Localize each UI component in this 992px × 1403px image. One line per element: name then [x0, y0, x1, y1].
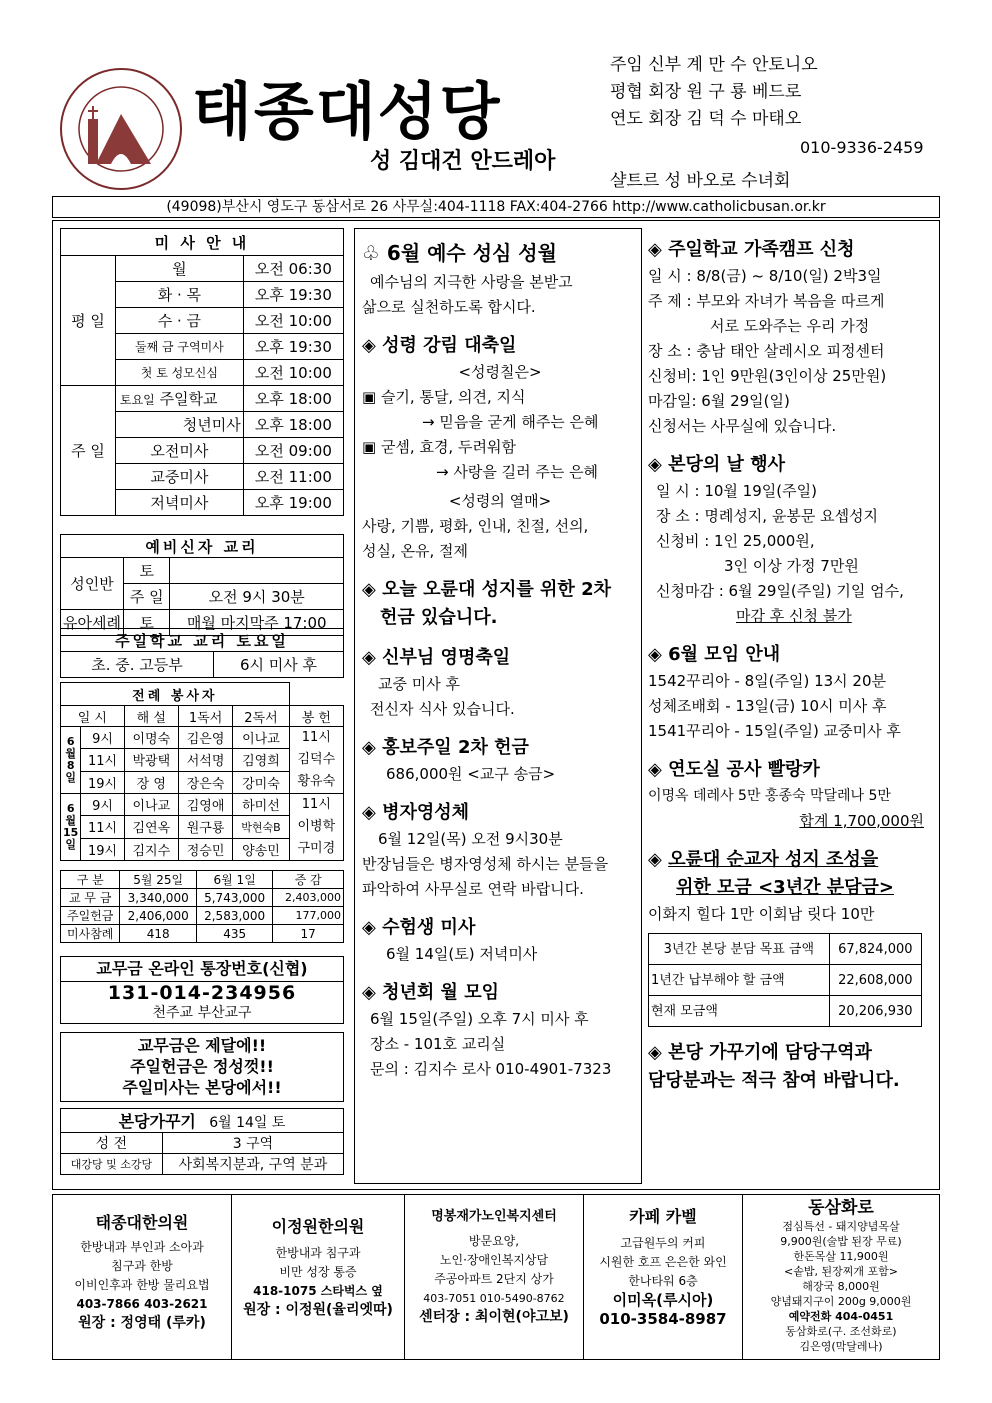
fin-cell: 주일헌금 [61, 907, 120, 925]
liturgy-cell: 이나교 [124, 794, 178, 816]
catechumen-table [60, 534, 344, 636]
mass-row: 교중미사 [116, 464, 244, 490]
heart-heading [362, 236, 638, 270]
pentecost-title: 성령 강림 대축일 [382, 335, 517, 356]
fund-title: 연도실 공사 빨랑카 [668, 759, 820, 780]
fin-header: 증 감 [273, 871, 344, 889]
mass-time: 오전 11:00 [243, 464, 343, 490]
heart-text: 삶으로 실천하도록 합시다. [362, 298, 536, 316]
ad-owner: 센터장 : 최이현(야고보) [419, 1309, 569, 1325]
camp-line: 신청서는 사무실에 있습니다. [648, 417, 837, 435]
camp-title: 주일학교 가족캠프 신청 [668, 239, 855, 260]
ad-line: 예약전화 404-0451 [788, 1310, 894, 1323]
sick-title: 병자영성체 [382, 802, 470, 823]
liturgy-cell: 19시 [81, 771, 124, 793]
gift-line: → 사랑을 길러 주는 은혜 [436, 463, 599, 481]
liturgy-title: 전례 봉사자 [61, 683, 290, 706]
shrine-cell: 현재 모금액 [649, 996, 830, 1027]
ad-line: 한돈목살 11,900원 [793, 1250, 889, 1263]
liturgy-cell: 9시 [81, 727, 124, 749]
fin-cell: 교 무 금 [61, 889, 120, 907]
meet-heading [648, 641, 932, 669]
account-number: 131-014-234956 [107, 982, 297, 1004]
camp-line: 신청비: 1인 9만원(3인이상 25만원) [648, 367, 887, 385]
saturday-label: 토요일 [120, 393, 155, 407]
shrine-title-2: 위한 모금 <3년간 분담금> [676, 877, 894, 898]
funeral-president: 연도 회장 김 덕 수 마태오 [610, 109, 802, 129]
youth-heading [362, 979, 638, 1007]
shrine-cell: 20,206,930 [829, 996, 921, 1027]
diamond-icon: ◈ [648, 644, 662, 665]
offer-name: 황유숙 [297, 774, 336, 789]
liturgy-header: 1독서 [178, 706, 232, 727]
decor-cell: 사회복지분과, 구역 분과 [162, 1154, 343, 1175]
mass-time: 오후 19:00 [243, 490, 343, 516]
liturgy-date: 6월8일 [61, 727, 81, 794]
mass-time: 오전 10:00 [243, 360, 343, 386]
ads-frame [52, 1194, 940, 1360]
ad-line: 한방내과 침구과 [275, 1246, 361, 1260]
ss-time: 6시 미사 후 [213, 652, 343, 678]
infant-time: 매월 마지막주 17:00 [170, 610, 344, 636]
liturgy-cell: 이명숙 [124, 727, 178, 749]
ad-hospital-1 [53, 1195, 232, 1359]
liturgy-cell: 김지수 [124, 838, 178, 860]
day-line: 마감 후 신청 불가 [736, 607, 852, 625]
ad-line: 9,900원(술밥 된장 무료) [780, 1235, 902, 1248]
decor-header [61, 1109, 344, 1133]
ad-line: 침구과 한방 [111, 1259, 173, 1273]
mass-time: 오전 06:30 [243, 256, 343, 282]
sick-text: 파악하여 사무실로 연락 바랍니다. [362, 880, 584, 898]
liturgy-cell: 정승민 [178, 838, 232, 860]
fin-cell: 418 [120, 925, 196, 943]
ad-line: <솥밥, 된장찌개 포함> [784, 1265, 898, 1278]
liturgy-cell: 서석명 [178, 749, 232, 771]
ad-name: 태종대한의원 [95, 1213, 189, 1232]
ad-line: 동삼화로(구. 조선화로) [785, 1325, 897, 1338]
gift-line: ▣ 굳셈, 효경, 두려워함 [362, 438, 516, 456]
liturgy-cell: 원구룡 [178, 816, 232, 838]
mass-row: 월 [116, 256, 244, 282]
liturgy-cell: 이나교 [233, 727, 289, 749]
mass-row: 청년미사 [116, 412, 244, 438]
sat-row [116, 386, 244, 412]
cat-sat-time [170, 558, 344, 584]
mass-row: 둘째 금 구역미사 [116, 334, 244, 360]
liturgy-date: 6월15일 [61, 794, 81, 861]
youth-text: 장소 - 101호 교리실 [370, 1035, 506, 1053]
catechumen-title: 예비신자 교리 [61, 535, 344, 558]
fruit-line: 성실, 온유, 절제 [362, 542, 469, 560]
heart-title: 6월 예수 성심 성월 [386, 241, 557, 265]
mass-row: 화 · 목 [116, 282, 244, 308]
notice-box [60, 1032, 344, 1102]
promo-heading [362, 734, 638, 762]
youth-text: 6월 15일(주일) 오후 7시 미사 후 [370, 1010, 589, 1028]
sick-heading [362, 799, 638, 827]
mass-time: 오후 19:30 [243, 282, 343, 308]
shrine-table [648, 933, 922, 1027]
day-title: 본당의 날 행사 [668, 454, 785, 475]
exam-title: 수험생 미사 [382, 917, 476, 938]
cat-sat: 토 [123, 558, 169, 584]
fin-header: 구 분 [61, 871, 120, 889]
notice-line: 주일미사는 본당에서!! [122, 1078, 282, 1097]
fin-cell: 3,340,000 [120, 889, 196, 907]
sisters: 샬트르 성 바오로 수녀회 [610, 171, 791, 191]
ad-owner: 원장 : 이정원(율리엣따) [243, 1302, 393, 1318]
ad-cafe [584, 1195, 743, 1359]
youth-text: 문의 : 김지수 로사 010-4901-7323 [370, 1060, 612, 1078]
sick-text: 반장님들은 병자영성체 하시는 분들을 [362, 855, 609, 873]
day-line: 일 시 : 10월 19일(주일) [656, 482, 817, 500]
mass-time: 오전 10:00 [243, 308, 343, 334]
finance-table [60, 870, 344, 943]
mass-row: 저녁미사 [116, 490, 244, 516]
day-line: 신청비 : 1인 25,000원, [656, 532, 815, 550]
feast-text: 교중 미사 후 [378, 675, 460, 693]
ad-name: 이정원한의원 [271, 1217, 365, 1236]
liturgy-cell: 김연옥 [124, 816, 178, 838]
diamond-icon: ◈ [362, 579, 376, 600]
fin-cell: 2,406,000 [120, 907, 196, 925]
ad-restaurant [743, 1195, 939, 1359]
notice-line: 교무금은 제달에!! [137, 1036, 267, 1055]
fruits-title: <성령의 열매> [448, 492, 552, 510]
decor-note [648, 1039, 932, 1095]
ad-phone: 010-3584-8987 [599, 1310, 727, 1328]
ad-line: 418-1075 스타벅스 옆 [253, 1284, 383, 1298]
diamond-icon: ◈ [362, 982, 376, 1003]
shrine-cell: 67,824,000 [829, 934, 921, 965]
ad-name: 카페 카벨 [629, 1207, 697, 1226]
decor-note-line: 본당 가꾸기에 담당구역과 [668, 1042, 872, 1063]
liturgy-cell: 장은숙 [178, 771, 232, 793]
camp-heading [648, 236, 932, 264]
fund-line: 이명옥 데레사 5만 홍종숙 막달레나 5만 [648, 788, 891, 804]
ad-owner: 원장 : 정영태 (루카) [78, 1315, 206, 1331]
shrine-cell: 1년간 납부해야 할 금액 [649, 965, 830, 996]
decor-cell: 대강당 및 소강당 [61, 1154, 163, 1175]
weekday-label: 평 일 [61, 256, 116, 386]
fin-cell: 2,403,000 [273, 889, 344, 907]
address-bar: (49098)부산시 영도구 동삼서로 26 사무실:404-1118 FAX:404-2766 http://www.catholicbusan.or.kr [52, 196, 940, 218]
liturgy-header: 2독서 [233, 706, 289, 727]
mass-row: 첫 토 성모신심 [116, 360, 244, 386]
middle-content [362, 236, 638, 1082]
mass-row: 주일학교 [159, 390, 218, 408]
meet-line: 성체조배회 - 13일(금) 10시 미사 후 [648, 697, 887, 715]
offer-cell [289, 794, 343, 861]
clover-icon: ♧ [362, 241, 380, 265]
fin-cell: 2,583,000 [196, 907, 272, 925]
ad-welfare [405, 1195, 584, 1359]
staff-list [610, 52, 818, 133]
liturgy-cell: 박광택 [124, 749, 178, 771]
ad-line: 점심특선 - 돼지양념목살 [782, 1220, 900, 1233]
mass-time: 오후 18:00 [243, 386, 343, 412]
liturgy-cell: 양송민 [233, 838, 289, 860]
parish-logo [56, 64, 186, 194]
liturgy-cell: 9시 [81, 794, 124, 816]
liturgy-cell: 강미숙 [233, 771, 289, 793]
camp-line: 주 제 : 부모와 자녀가 복음을 따르게 [648, 292, 885, 310]
liturgy-header: 일 시 [61, 706, 125, 727]
meet-line: 1542꾸리아 - 8일(주일) 13시 20분 [648, 672, 887, 690]
sunday-label: 주 일 [61, 386, 116, 516]
decor-title: 본당가꾸기 [118, 1112, 196, 1131]
notice-line: 주일헌금은 정성껏!! [130, 1057, 274, 1076]
camp-line: 장 소 : 충남 태안 살레시오 피정센터 [648, 342, 885, 360]
ad-line: 고급원두의 커피 [620, 1236, 706, 1250]
offer-cell [289, 727, 343, 794]
ad-line: 주공아파트 2단지 상가 [434, 1272, 554, 1286]
liturgy-cell: 박현숙B [233, 816, 289, 838]
fin-header: 6월 1일 [196, 871, 272, 889]
infant-day: 토 [123, 610, 169, 636]
ad-line: 해장국 8,000원 [802, 1280, 880, 1293]
sick-text: 6월 12일(목) 오전 9시30분 [378, 830, 563, 848]
offer-name: 구미경 [297, 841, 336, 856]
diamond-icon: ◈ [362, 647, 376, 668]
ad-line: 403-7051 010-5490-8762 [423, 1292, 565, 1305]
ad-line: 비만 성장 통증 [279, 1265, 357, 1279]
cat-sun: 주 일 [123, 584, 169, 610]
fin-header: 5월 25일 [120, 871, 196, 889]
fruit-line: 사랑, 기쁨, 평화, 인내, 친절, 선의, [362, 517, 589, 535]
offer-name: 김덕수 [297, 752, 336, 767]
gift-line: ▣ 슬기, 통달, 의견, 지식 [362, 388, 526, 406]
offer-time: 11시 [301, 730, 331, 745]
mass-schedule [60, 228, 344, 516]
exam-text: 6월 14일(토) 저녁미사 [386, 945, 538, 963]
liturgy-cell: 11시 [81, 816, 124, 838]
ad-name: 명봉재가노인복지센터 [431, 1209, 557, 1224]
cat-sun-time: 오전 9시 30분 [170, 584, 344, 610]
feast-heading [362, 644, 638, 672]
heart-text: 예수님의 지극한 사랑을 본받고 [370, 273, 573, 291]
pentecost-heading [362, 332, 638, 360]
liturgy-cell: 19시 [81, 838, 124, 860]
diamond-icon: ◈ [648, 849, 662, 870]
account-owner: 천주교 부산교구 [152, 1005, 252, 1021]
account-box [60, 956, 344, 1024]
mass-row: 수 · 금 [116, 308, 244, 334]
collect-heading [362, 576, 638, 632]
liturgy-header: 봉 헌 [289, 706, 343, 727]
feast-text: 전신자 식사 있습니다. [370, 700, 515, 718]
ad-owner: 김은영(막달레나) [799, 1340, 883, 1353]
ad-line: 노인·장애인복지상담 [439, 1253, 549, 1267]
collect-title-2: 헌금 있습니다. [380, 607, 498, 628]
ad-line: 양념돼지구이 200g 9,000원 [770, 1295, 912, 1308]
diamond-icon: ◈ [648, 1042, 662, 1063]
offer-time: 11시 [301, 797, 331, 812]
ad-line: 방문요양, [468, 1234, 520, 1248]
ad-hospital-2 [232, 1195, 405, 1359]
liturgy-cell: 김영희 [233, 749, 289, 771]
shrine-title: 오륜대 순교자 성지 조성을 [668, 849, 879, 870]
meet-line: 1541꾸리아 - 15일(주일) 교중미사 후 [648, 722, 901, 740]
shrine-cell: 3년간 본당 분담 목표 금액 [649, 934, 830, 965]
diamond-icon: ◈ [648, 239, 662, 260]
liturgy-cell: 하미선 [233, 794, 289, 816]
liturgy-cell: 김영애 [178, 794, 232, 816]
shrine-text: 이화지 힐다 1만 이회남 릿다 10만 [648, 905, 875, 923]
fund-total: 합계 1,700,000원 [799, 812, 924, 830]
fin-cell: 177,000 [273, 907, 344, 925]
decor-table [60, 1108, 344, 1175]
patron-saint: 성 김대건 안드레아 [370, 149, 556, 174]
right-content [648, 236, 932, 1095]
day-line: 장 소 : 명례성지, 윤봉문 요셉성지 [656, 507, 879, 525]
infant-baptism: 유아세례 [61, 610, 124, 636]
feast-title: 신부님 영명축일 [382, 647, 511, 668]
camp-line: 마감일: 6월 29일(일) [648, 392, 790, 410]
fin-cell: 17 [273, 925, 344, 943]
diamond-icon: ◈ [362, 917, 376, 938]
council-president: 평협 회장 원 구 룡 베드로 [610, 82, 802, 102]
parish-name: 태종대성당 [192, 75, 502, 148]
decor-cell: 3 구역 [162, 1133, 343, 1154]
mass-title: 미 사 안 내 [61, 229, 344, 256]
liturgy-header: 해 설 [124, 706, 178, 727]
exam-heading [362, 914, 638, 942]
diamond-icon: ◈ [362, 737, 376, 758]
day-line: 신청마감 : 6월 29일(주일) 기일 엄수, [656, 582, 904, 600]
ad-line: 시원한 호프 은은한 와인 [599, 1255, 727, 1269]
collect-title: 오늘 오륜대 성지를 위한 2차 [382, 579, 611, 600]
meet-title: 6월 모임 안내 [668, 644, 781, 665]
day-heading [648, 451, 932, 479]
ad-name: 동삼화로 [808, 1198, 874, 1218]
diamond-icon: ◈ [362, 335, 376, 356]
diamond-icon: ◈ [648, 759, 662, 780]
fin-cell: 5,743,000 [196, 889, 272, 907]
adult-class: 성인반 [61, 558, 124, 610]
decor-date: 6월 14일 토 [209, 1115, 286, 1131]
funeral-phone: 010-9336-2459 [800, 138, 924, 157]
gift-line: → 믿음을 굳게 해주는 은혜 [422, 413, 599, 431]
promo-text: 686,000원 <교구 송금> [386, 765, 556, 783]
promo-title: 홍보주일 2차 헌금 [382, 737, 529, 758]
mass-time: 오후 18:00 [243, 412, 343, 438]
camp-line: 일 시 : 8/8(금) ~ 8/10(일) 2박3일 [648, 267, 882, 285]
ad-line: 한방내과 부인과 소아과 [80, 1240, 204, 1254]
fin-cell: 미사참례 [61, 925, 120, 943]
sunday-school-table [60, 628, 344, 678]
ad-line: 이비인후과 한방 물리요법 [74, 1278, 210, 1292]
diamond-icon: ◈ [362, 802, 376, 823]
diamond-icon: ◈ [648, 454, 662, 475]
pastor: 주임 신부 계 만 수 안토니오 [610, 55, 818, 75]
youth-title: 청년회 월 모임 [382, 982, 499, 1003]
ss-title: 주일학교 교리 토요일 [61, 629, 344, 652]
ad-owner: 이미옥(루시아) [612, 1291, 714, 1309]
liturgy-cell: 장 영 [124, 771, 178, 793]
ss-group: 초. 중. 고등부 [61, 652, 214, 678]
decor-note-line: 담당분과는 적극 참여 바랍니다. [648, 1070, 900, 1091]
ad-line: 403-7866 403-2621 [76, 1297, 208, 1311]
offer-name: 이병학 [297, 819, 336, 834]
liturgy-cell: 김은영 [178, 727, 232, 749]
mass-time: 오전 09:00 [243, 438, 343, 464]
mass-row: 오전미사 [116, 438, 244, 464]
camp-line: 서로 도와주는 우리 가정 [710, 317, 870, 335]
shrine-heading [648, 846, 932, 902]
ad-line: 한나타워 6층 [628, 1274, 698, 1288]
day-line: 3인 이상 가정 7만원 [724, 557, 859, 575]
account-title: 교무금 온라인 통장번호(신협) [61, 957, 343, 982]
gifts-title: <성령칠은> [458, 363, 542, 381]
fin-cell: 435 [196, 925, 272, 943]
liturgy-cell: 11시 [81, 749, 124, 771]
mass-time: 오후 19:30 [243, 334, 343, 360]
shrine-cell: 22,608,000 [829, 965, 921, 996]
liturgy-table [60, 682, 344, 861]
fund-heading [648, 756, 932, 784]
decor-cell: 성 전 [61, 1133, 163, 1154]
